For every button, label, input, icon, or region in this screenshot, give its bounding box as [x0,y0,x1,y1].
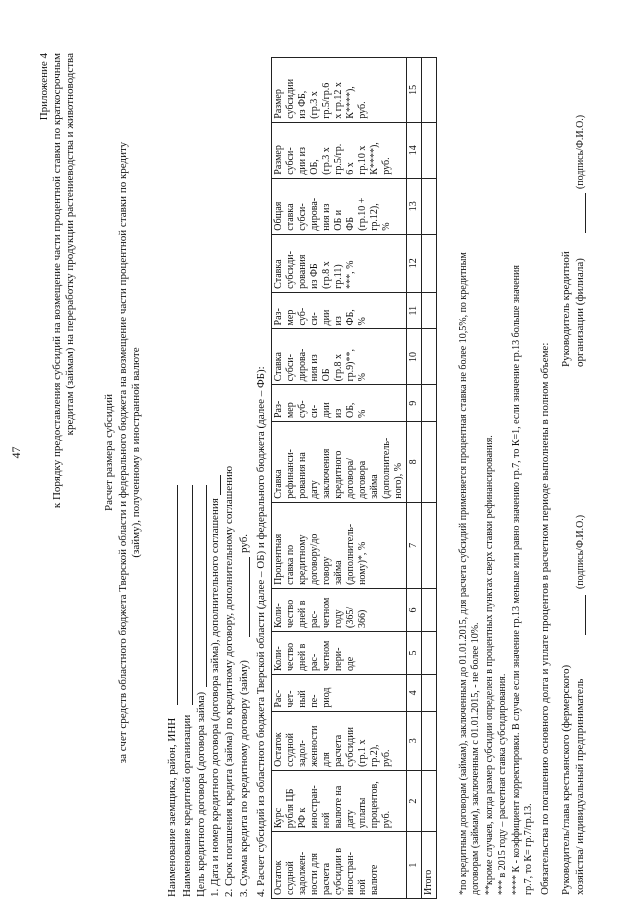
field-credit-org: Наименование кредитной организации [181,714,193,897]
header-cell: Ставка субсиди- рования из ФБ (гр.8 х гр.11) ***, % [272,234,407,292]
field-credit-amount: 3. Сумма кредита по кредитному договору (займу) [238,660,250,897]
total-cell [422,178,437,234]
table-number-row [407,58,422,899]
column-number: 9 [407,385,422,422]
signature-left-line2: хозяйства/ индивидуальный предприниматель [574,678,586,895]
header-cell: Размер субсидии из ФБ, (гр.3 х гр.5/гр.6 х гр.12 х К****), руб. [272,58,407,123]
field-borrower-line [177,485,178,705]
field-credit-org-line [192,485,193,705]
total-cell [422,234,437,292]
column-number: 11 [407,292,422,329]
header-cell: Курс рубля ЦБ РФ к иностран- ной валюте на дату уплаты процентов, руб. [272,770,407,831]
header-cell: Коли- чество дней в рас- четном пери- оде [272,631,407,674]
signature-left-hint: (подпись/Ф.И.О.) [575,514,586,589]
footnote-4b: гр.7, то К= гр.7/гр.13. [523,803,534,895]
currency-unit: руб. [238,533,250,553]
header-cell: Раз- мер суб- си- дии из ФБ, % [272,292,407,329]
total-cell [422,329,437,385]
footnote-1b: договорам (займам), заключенным с 01.01.2015, - не более 10%. [470,622,481,895]
column-number: 6 [407,588,422,631]
total-label: Итого [422,832,437,899]
column-number: 1 [407,832,422,899]
total-cell [422,770,437,831]
total-cell [422,631,437,674]
column-number: 5 [407,631,422,674]
header-cell: Общая ставка субси- дирова- ния из ОБ и ФБ (гр.10 + гр.12), % [272,178,407,234]
signature-right-hint: (подпись/Ф.И.О.) [575,114,586,189]
title-line1: Расчет размера субсидий [103,394,115,512]
column-number: 15 [407,58,422,123]
obligations-statement: Обязательства по погашению основного долга и уплате процентов в расчетном периоде выполнены в полном объеме: [539,342,551,895]
footnote-3: *** в 2015 году – расчетная ставка субсидирования. [497,673,508,895]
table-header-row [272,58,407,899]
appendix-line2: кредитам (займам) на переработку продукции растениеводства и животноводства [64,53,76,436]
page-number: 47 [9,446,23,459]
field-contract-date-line [220,475,221,495]
column-number: 10 [407,329,422,385]
field-subsidy-calc: 4. Расчет субсидий из областного бюджета Тверской области (далее – ОБ) и федерального бюджета (далее – ФБ): [255,366,267,897]
field-repayment-term: 2. Срок погашения кредита (займа) по кредитному договору, дополнительному соглашению [223,465,235,897]
title-line3: (займу), полученному в иностранной валюте [130,347,142,558]
total-cell [422,675,437,712]
title-line2: за счет средств областного бюджета Тверской области и федерального бюджета на возмещение части процентной ставки по кредиту [117,141,129,764]
total-cell [422,588,437,631]
footnote-2: **кроме случаев, когда размер субсидии определен в процентных пунктах сверх ставки рефинансирования. [484,435,495,895]
header-cell: Остаток ссудной задолжен- ности для расчета субсидии в иностран- ной валюте [272,832,407,899]
column-number: 2 [407,770,422,831]
column-number: 8 [407,422,422,503]
column-number: 12 [407,234,422,292]
header-cell: Остаток ссудной задол- женности для расчета субсидии (гр.1 х гр.2), руб. [272,711,407,770]
field-borrower: Наименование заемщика, район, ИНН [166,717,178,897]
header-cell: Ставка рефинанси- рования на дату заключения кредитного договора/ договора займа (дополнитель- ного), % [272,422,407,503]
header-cell: Раз- мер суб- си- дии из ОБ, % [272,385,407,422]
column-number: 7 [407,502,422,588]
signature-right-underline [585,193,586,233]
signature-left-line1: Руководитель/глава крестьянского (фермерского) [560,664,572,895]
appendix-label: Приложение 4 [38,53,50,121]
field-credit-amount-line [249,557,250,637]
field-purpose-line [206,485,207,687]
total-cell [422,502,437,588]
signature-left-underline [585,595,586,635]
appendix-line1: к Порядку предоставления субсидий на возмещение части процентной ставки по краткосрочным [51,53,63,509]
column-number: 14 [407,122,422,178]
footnote-1a: *по кредитным договорам (займам), заключенным до 01.01.2015, для расчета субсидий применяется процентная ставка не более 10,5%, по кредитным [458,252,469,895]
header-cell: Процентная ставка по кредитному договору/до говору займа (дополнитель- ному)*, % [272,502,407,588]
header-cell: Рас- чет- ный пе- риод [272,675,407,712]
table-total-row [422,58,437,899]
column-number: 3 [407,711,422,770]
signature-right-line2: организации (филиала) [574,258,586,367]
signature-right-line1: Руководитель кредитной [560,251,572,367]
total-cell [422,385,437,422]
column-number: 4 [407,675,422,712]
header-cell: Коли- чество дней в рас- четном году (365/ 366) [272,588,407,631]
footnote-4a: **** К - коэффициент корректировки. В случае если значение гр.13 меньше или равно значению гр.7, то К=1, если значение гр.13 больше значения [511,265,522,895]
subsidy-table [271,57,437,899]
field-purpose: Цель кредитного договора (договора займа) [195,691,207,897]
total-cell [422,711,437,770]
total-cell [422,58,437,123]
field-contract-date: 1. Дата и номер кредитного договора (договора займа), дополнительного соглашения [209,498,221,897]
header-cell: Размер субси- дии из ОБ, (гр.3 х гр.5/гр. 6 х гр.10 х К****), руб. [272,122,407,178]
header-cell: Ставка субси- дирова- ния из ОБ (гр.8 х гр.9)**, % [272,329,407,385]
column-number: 13 [407,178,422,234]
total-cell [422,292,437,329]
total-cell [422,122,437,178]
total-cell [422,422,437,503]
